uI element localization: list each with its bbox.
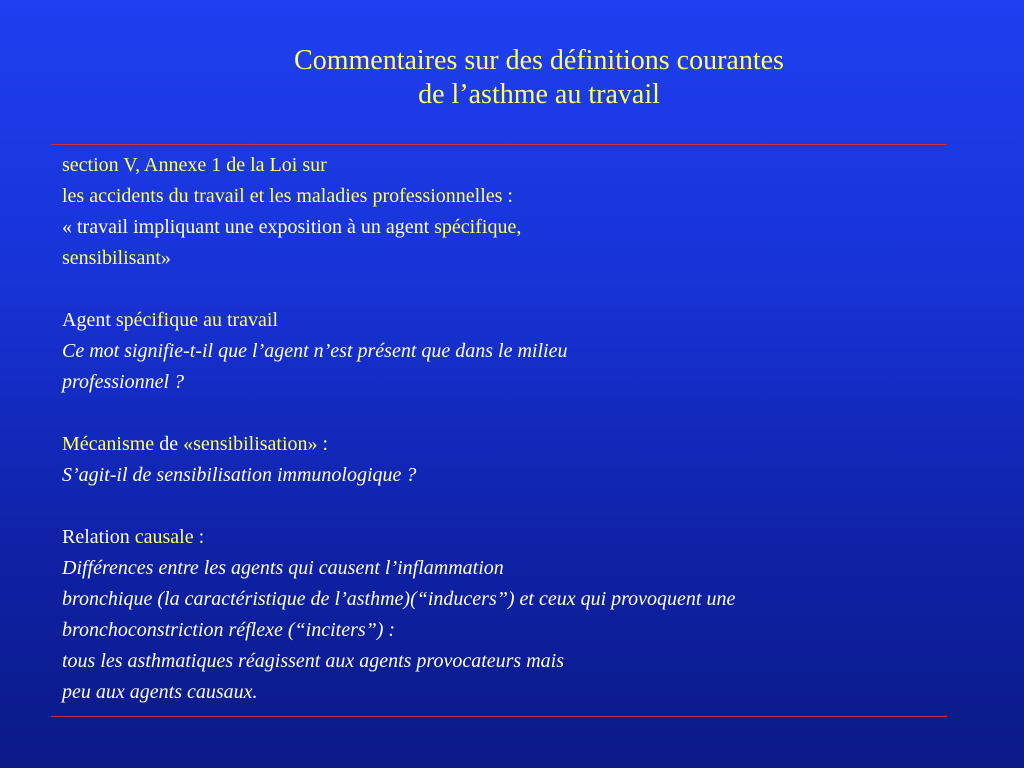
causal-line-5: peu aux agents causaux. [62, 681, 258, 703]
mechanism-highlight: Mécanisme [62, 433, 155, 455]
causal-colon: : [193, 526, 205, 548]
causal-line-1: Différences entre les agents qui causent l’inflammation [62, 557, 504, 579]
causal-line-4: tous les asthmatiques réagissent aux agents provocateurs mais [62, 650, 565, 672]
quote-highlight-specifique: spécifique [434, 216, 517, 238]
bottom-divider [51, 716, 947, 717]
spacer [62, 274, 962, 305]
causal-heading [62, 522, 962, 553]
agent-heading-text: Agent [62, 309, 116, 331]
causal-highlight: causale [134, 526, 194, 548]
spacer [62, 491, 962, 522]
causal-line-3: bronchoconstriction réflexe (“inciters”) : [62, 619, 396, 641]
mechanism-colon: : [317, 433, 329, 455]
quote-comma: , [516, 216, 522, 238]
quote-close: » [160, 247, 171, 269]
agent-question-line-1: Ce mot signifie-t-il que l’agent n’est présent que dans le milieu [62, 340, 568, 362]
law-reference-line-1: section V, Annexe 1 de la Loi sur [62, 154, 327, 176]
quote-text: « travail impliquant une exposition à un agent [62, 216, 435, 238]
spacer [62, 398, 962, 429]
causal-heading-text: Relation [62, 526, 135, 548]
slide-body [62, 150, 962, 708]
title-line-2: de l’asthme au travail [418, 79, 660, 110]
law-reference-line-2: les accidents du travail et les maladies professionnelles : [62, 185, 513, 207]
title-line-1: Commentaires sur des définitions courantes [294, 45, 784, 76]
mechanism-heading [62, 429, 962, 460]
mechanism-question: S’agit-il de sensibilisation immunologique ? [62, 464, 417, 486]
law-quote-line-2 [62, 243, 962, 274]
quote-highlight-sensibilisant: sensibilisant [62, 247, 161, 269]
agent-heading [62, 305, 962, 336]
top-divider [51, 144, 947, 145]
agent-heading-highlight: spécifique au travail [115, 309, 279, 331]
slide-title [0, 44, 1024, 112]
agent-question-line-2: professionnel ? [62, 371, 185, 393]
sensibilisation-highlight: «sensibilisation» [183, 433, 318, 455]
causal-line-2: bronchique (la caractéristique de l’asthme)(“inducers”) et ceux qui provoquent une [62, 588, 736, 610]
law-quote-line-1 [62, 212, 962, 243]
mechanism-de: de [154, 433, 184, 455]
